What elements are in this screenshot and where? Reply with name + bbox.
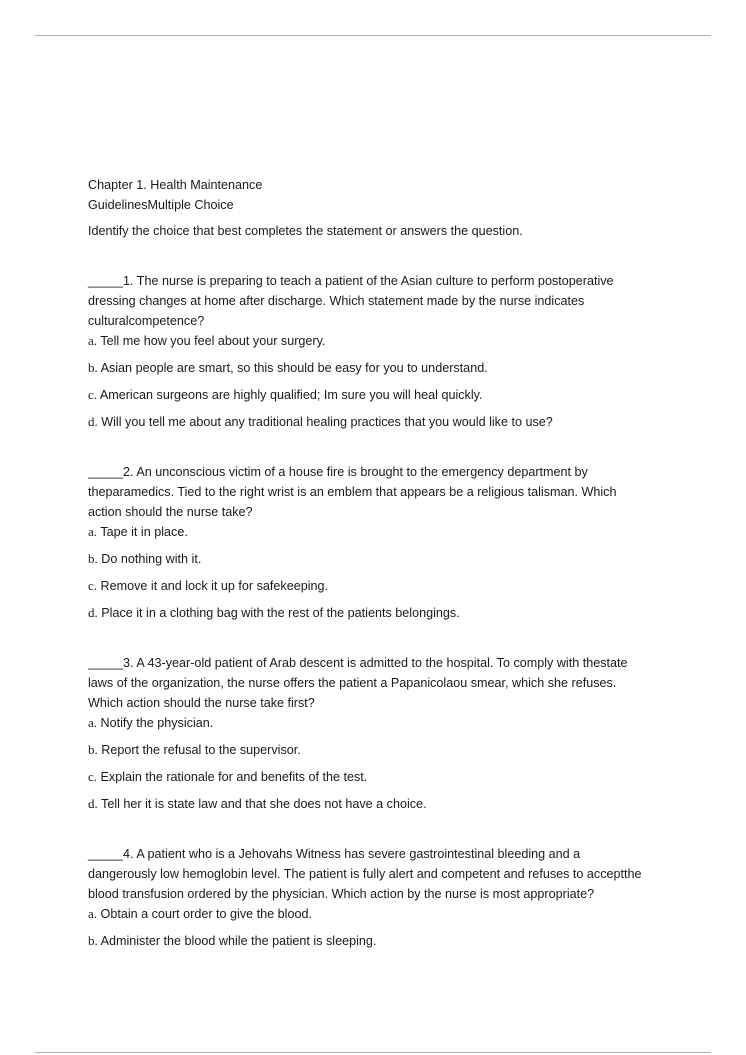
document-body bbox=[88, 175, 648, 951]
question-1 bbox=[88, 271, 648, 432]
section-subtitle: GuidelinesMultiple Choice bbox=[88, 198, 234, 212]
choice-d: d. Place it in a clothing bag with the rest of the patients belongings. bbox=[88, 605, 460, 620]
choice-d: d. Will you tell me about any traditional healing practices that you would like to use? bbox=[88, 414, 553, 429]
answer-blank: _____ bbox=[88, 274, 124, 288]
page-top-rule bbox=[35, 35, 711, 36]
page-bottom-rule bbox=[35, 1052, 711, 1053]
choice-c: c. Remove it and lock it up for safekeeping. bbox=[88, 578, 329, 593]
choice-a: a. Tell me how you feel about your surgery. bbox=[88, 333, 326, 348]
choice-b: b. Do nothing with it. bbox=[88, 551, 202, 566]
choice-d: d. Tell her it is state law and that she does not have a choice. bbox=[88, 796, 427, 811]
choice-b: b. Asian people are smart, so this should be easy for you to understand. bbox=[88, 360, 488, 375]
question-4 bbox=[88, 844, 648, 951]
question-text: 3. A 43-year-old patient of Arab descent is admitted to the hospital. To comply with thestate laws of the organization, the nurse offers the patient a Papanicolaou smear, which she refuses. Which action should the nurse take first? bbox=[88, 656, 628, 710]
question-stem bbox=[88, 462, 648, 522]
choice-a: a. Obtain a court order to give the blood. bbox=[88, 906, 312, 921]
choice-b: b. Report the refusal to the supervisor. bbox=[88, 742, 301, 757]
chapter-title: Chapter 1. Health Maintenance bbox=[88, 178, 263, 192]
instructions: Identify the choice that best completes the statement or answers the question. bbox=[88, 224, 523, 238]
choice-a: a. Notify the physician. bbox=[88, 715, 214, 730]
choice-b: b. Administer the blood while the patient is sleeping. bbox=[88, 933, 377, 948]
choice-c: c. Explain the rationale for and benefits of the test. bbox=[88, 769, 368, 784]
question-stem bbox=[88, 653, 648, 713]
question-text: 1. The nurse is preparing to teach a patient of the Asian culture to perform postoperative dressing changes at home after discharge. Which statement made by the nurse indicates culturalcompetence? bbox=[88, 274, 614, 328]
question-2 bbox=[88, 462, 648, 623]
choice-a: a. Tape it in place. bbox=[88, 524, 188, 539]
question-stem bbox=[88, 844, 648, 904]
question-stem bbox=[88, 271, 648, 331]
question-3 bbox=[88, 653, 648, 814]
answer-blank: _____ bbox=[88, 847, 124, 861]
answer-blank: _____ bbox=[88, 465, 124, 479]
question-text: 4. A patient who is a Jehovahs Witness has severe gastrointestinal bleeding and a dangerously low hemoglobin level. The patient is fully alert and competent and refuses to acceptthe blood transfusion ordered by the physician. Which action by the nurse is most appropriate? bbox=[88, 847, 642, 901]
choice-c: c. American surgeons are highly qualified; Im sure you will heal quickly. bbox=[88, 387, 483, 402]
answer-blank: _____ bbox=[88, 656, 124, 670]
question-text: 2. An unconscious victim of a house fire is brought to the emergency department by theparamedics. Tied to the right wrist is an emblem that appears be a religious talisman. Which action should the nurse take? bbox=[88, 465, 617, 519]
